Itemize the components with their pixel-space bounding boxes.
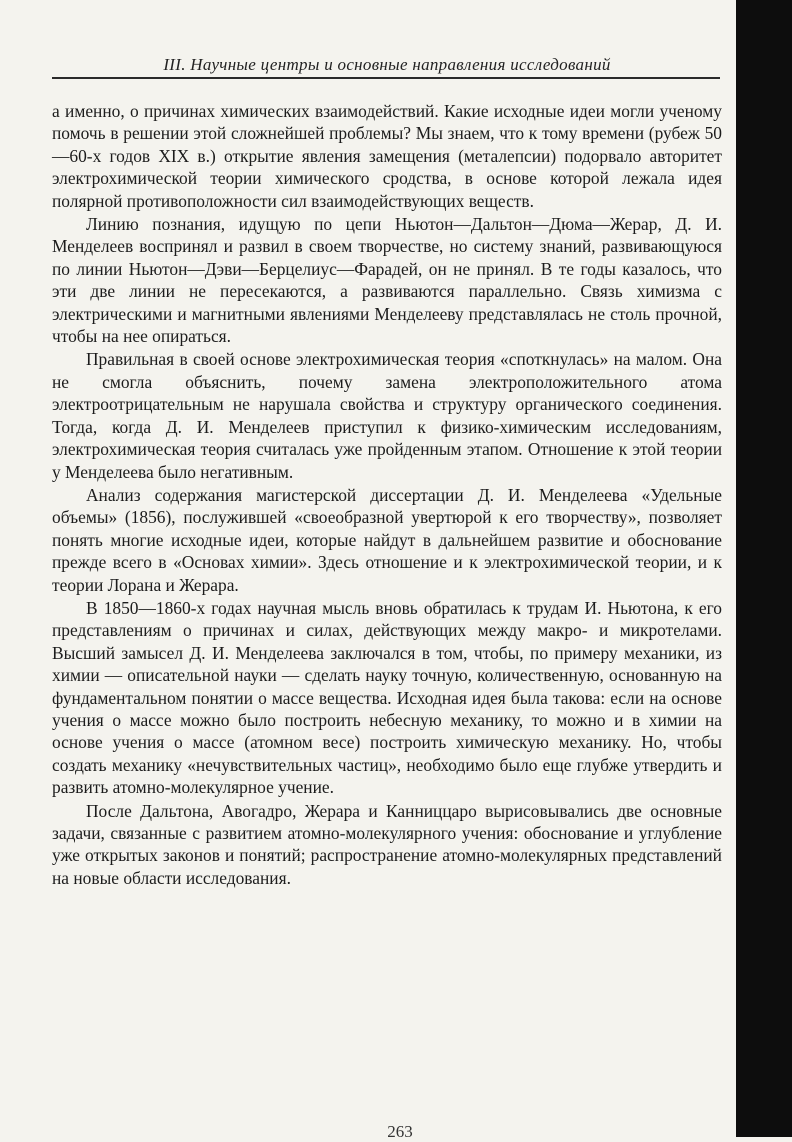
running-head: III. Научные центры и основные направления исследований: [163, 55, 611, 74]
paragraph-6: После Дальтона, Авогадро, Жерара и Канниццаро вырисовывались две основные задачи, связанные с развитием атомно-молекулярного учения: обоснование и углубление уже открытых законов и понятий; распространение атомно-молекулярных представлений на новые области исследования.: [52, 800, 722, 888]
paragraph-2: Линию познания, идущую по цепи Ньютон—Дальтон—Дюма—Жерар, Д. И. Менделеев воспринял и развил в своем творчестве, но систему знаний, развивающуюся по линии Ньютон—Дэви—Берцелиус—Фарадей, он не принял. В те годы казалось, что эти две линии не пересекаются, а развиваются параллельно. Связь химизма с электрическими и магнитными явлениями Менделееву представлялась не столь прочной, чтобы на нее опираться.: [52, 214, 722, 347]
paragraph-5: В 1850—1860-х годах научная мысль вновь обратилась к трудам И. Ньютона, к его представлениям о причинах и силах, действующих между макро- и микротелами. Высший замысел Д. И. Менделеева заключался в том, чтобы, по примеру механики, из химии — описательной науки — сделать науку точную, количественную, основанную на фундаментальном понятии о массе вещества. Исходная идея была такова: если на основе учения о массе можно было построить небесную механику, то можно и в химии на основе учения о массе (атомном весе) построить химическую механику. Но, чтобы создать механику «нечувствительных частиц», необходимо было еще глубже утвердить и развить атомно-молекулярное учение.: [52, 597, 722, 798]
paragraph-4: Анализ содержания магистерской диссертации Д. И. Менделеева «Удельные объемы» (1856), послужившей «своеобразной увертюрой к его творчеству», позволяет понять многие исходные идеи, которые найдут в дальнейшем развитие и обоснование прежде всего в «Основах химии». Здесь отношение и к электрохимической теории, и к теории Лорана и Жерара.: [52, 484, 722, 595]
paragraph-1: а именно, о причинах химических взаимодействий. Какие исходные идеи могли ученому помочь в решении этой сложнейшей проблемы? Мы знаем, что к тому времени (рубеж 50—60-х годов XIX в.) открытие явления замещения (металепсии) подорвало авторитет электрохимической теории химического сродства, в основе которой лежала идея полярной противоположности сил взаимодействующих веществ.: [52, 101, 722, 211]
paragraph-3: Правильная в своей основе электрохимическая теория «споткнулась» на малом. Она не смогла объяснить, почему замена электроположительного атома электроотрицательным не нарушала свойства и структуру органического соединения. Тогда, когда Д. И. Менделеев приступил к физико-химическим исследованиям, электрохимическая теория считалась уже пройденным этапом. Отношение к этой теории у Менделеева было негативным.: [52, 349, 722, 482]
page-number: 263: [387, 1122, 413, 1141]
page-edge-shadow: [736, 0, 792, 1137]
header-rule: [52, 77, 720, 79]
body-text: [52, 100, 722, 890]
